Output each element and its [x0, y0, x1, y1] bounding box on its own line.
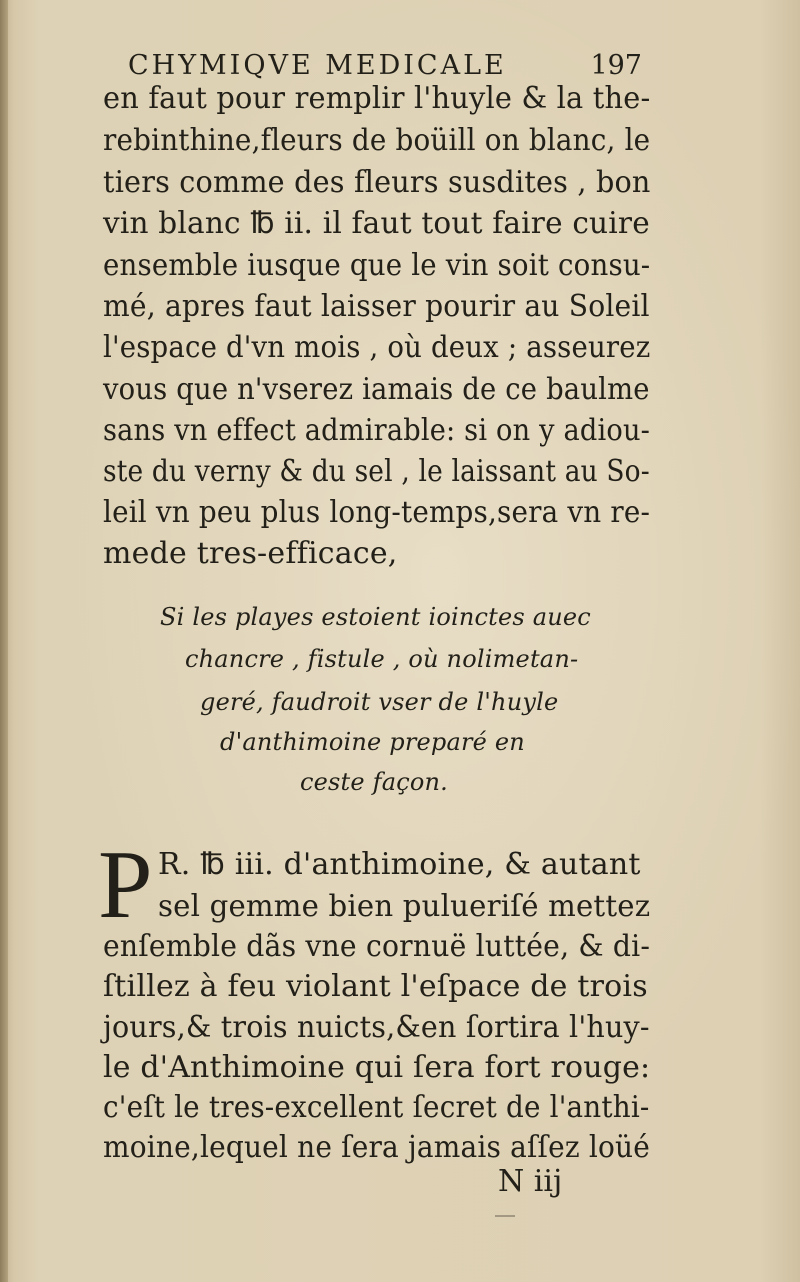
text-line: rebinthine,fleurs de boüill on blanc, le: [103, 123, 651, 158]
ink-mark: [495, 1215, 515, 1217]
text-line: ste du verny & du sel , le laissant au So-: [103, 454, 650, 489]
text-line: c'eſt le tres-excellent ſecret de l'anthi-: [103, 1090, 650, 1125]
text-line: en faut pour remplir l'huyle & la the-: [103, 81, 651, 116]
text-line: mede tres-efficace,: [103, 536, 398, 571]
running-title: CHYMIQVE MEDICALE: [128, 50, 507, 81]
text-line: tiers comme des fleurs susdites , bon: [103, 165, 651, 200]
text-line: mé, apres faut laisser pourir au Soleil: [103, 289, 650, 324]
heading-line: ceste façon.: [300, 768, 449, 796]
text-line: sans vn effect admirable: si on y adiou-: [103, 413, 651, 448]
text-line: jours,& trois nuicts,&en ſortira l'huy-: [103, 1010, 650, 1045]
heading-line: geré, faudroit vser de l'huyle: [200, 688, 559, 716]
text-line: le d'Anthimoine qui ſera fort rouge:: [103, 1050, 651, 1085]
heading-line: chancre , fistule , où nolimetan-: [185, 645, 579, 673]
text-line: R. ℔ iii. d'anthimoine, & autant: [158, 847, 641, 882]
text-line: vous que n'vserez iamais de ce baulme: [103, 372, 650, 407]
heading-line: d'anthimoine preparé en: [220, 728, 525, 756]
text-line: leil vn peu plus long-temps,sera vn re-: [103, 495, 651, 530]
text-line: ensemble iusque que le vin soit consu-: [103, 248, 651, 283]
text-line: l'espace d'vn mois , où deux ; asseurez: [103, 330, 651, 365]
drop-cap: P: [98, 831, 153, 939]
text-line: ſtillez à feu violant l'eſpace de trois: [103, 969, 648, 1004]
heading-line: Si les playes estoient ioinctes auec: [160, 603, 591, 631]
text-line: sel gemme bien pulueriſé mettez: [158, 889, 651, 924]
signature-mark: N iij: [498, 1164, 563, 1199]
text-line: moine,lequel ne ſera jamais aſſez loüé: [103, 1130, 651, 1165]
page-number: 197: [590, 50, 642, 81]
binding-edge: [0, 0, 8, 1282]
text-line: vin blanc ℔ ii. il faut tout faire cuire: [103, 206, 650, 241]
text-line: enſemble dãs vne cornuë luttée, & di-: [103, 929, 651, 964]
